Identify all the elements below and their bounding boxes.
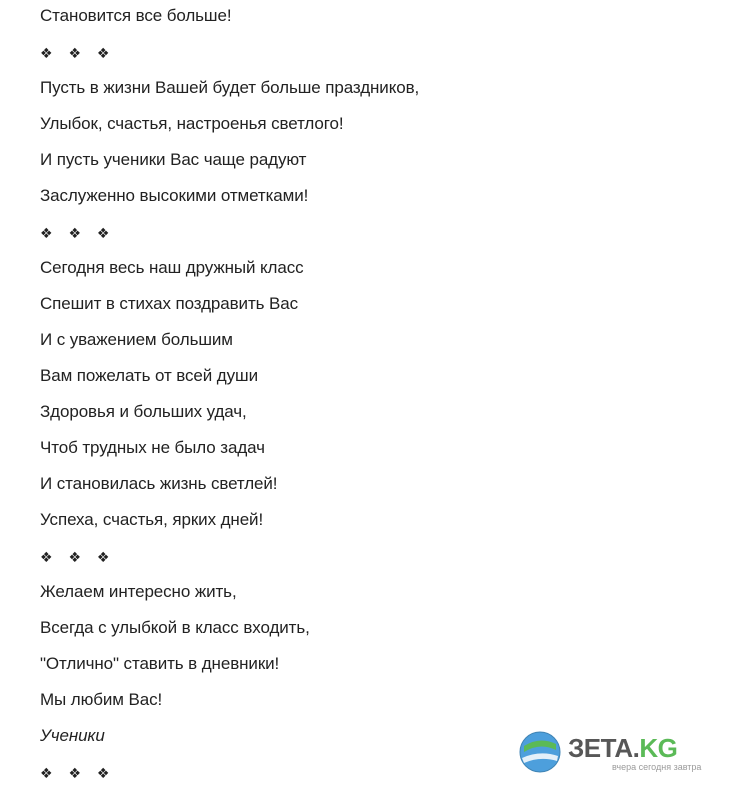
poem-line: Заслуженно высокими отметками! <box>40 186 309 205</box>
poem-line: И с уважением большим <box>40 330 233 349</box>
poem-line: И становилась жизнь светлей! <box>40 474 278 493</box>
poem-line: Всегда с улыбкой в класс входить, <box>40 618 310 637</box>
watermark-brand <box>568 734 677 762</box>
stanza-separator: ❖ ❖ ❖ <box>40 45 116 61</box>
stanza-separator: ❖ ❖ ❖ <box>40 765 116 781</box>
stanza-separator: ❖ ❖ ❖ <box>40 549 116 565</box>
poem-line: Вам пожелать от всей души <box>40 366 258 385</box>
poem-line: Здоровья и больших удач, <box>40 402 247 421</box>
poem-text <box>40 0 700 792</box>
poem-line: Сегодня весь наш дружный класс <box>40 258 304 277</box>
poem-line: Спешит в стихах поздравить Вас <box>40 294 299 313</box>
watermark-tagline: вчера сегодня завтра <box>612 762 702 772</box>
poem-line: Мы любим Вас! <box>40 690 163 709</box>
poem-line: Улыбок, счастья, настроенья светлого! <box>40 114 344 133</box>
poem-line: Успеха, счастья, ярких дней! <box>40 510 264 529</box>
poem-line: Становится все больше! <box>40 6 232 25</box>
globe-logo-icon <box>518 730 562 774</box>
signature-line: Ученики <box>40 726 105 745</box>
watermark-brand-tld: KG <box>639 733 678 763</box>
poem-line: "Отлично" ставить в дневники! <box>40 654 280 673</box>
poem-line: Чтоб трудных не было задач <box>40 438 265 457</box>
poem-line: Пусть в жизни Вашей будет больше праздников, <box>40 78 420 97</box>
poem-line: Желаем интересно жить, <box>40 582 237 601</box>
watermark-brand-main: ЗЕТА. <box>568 733 640 763</box>
stanza-separator: ❖ ❖ ❖ <box>40 225 116 241</box>
poem-line: И пусть ученики Вас чаще радуют <box>40 150 307 169</box>
site-watermark <box>516 728 736 778</box>
